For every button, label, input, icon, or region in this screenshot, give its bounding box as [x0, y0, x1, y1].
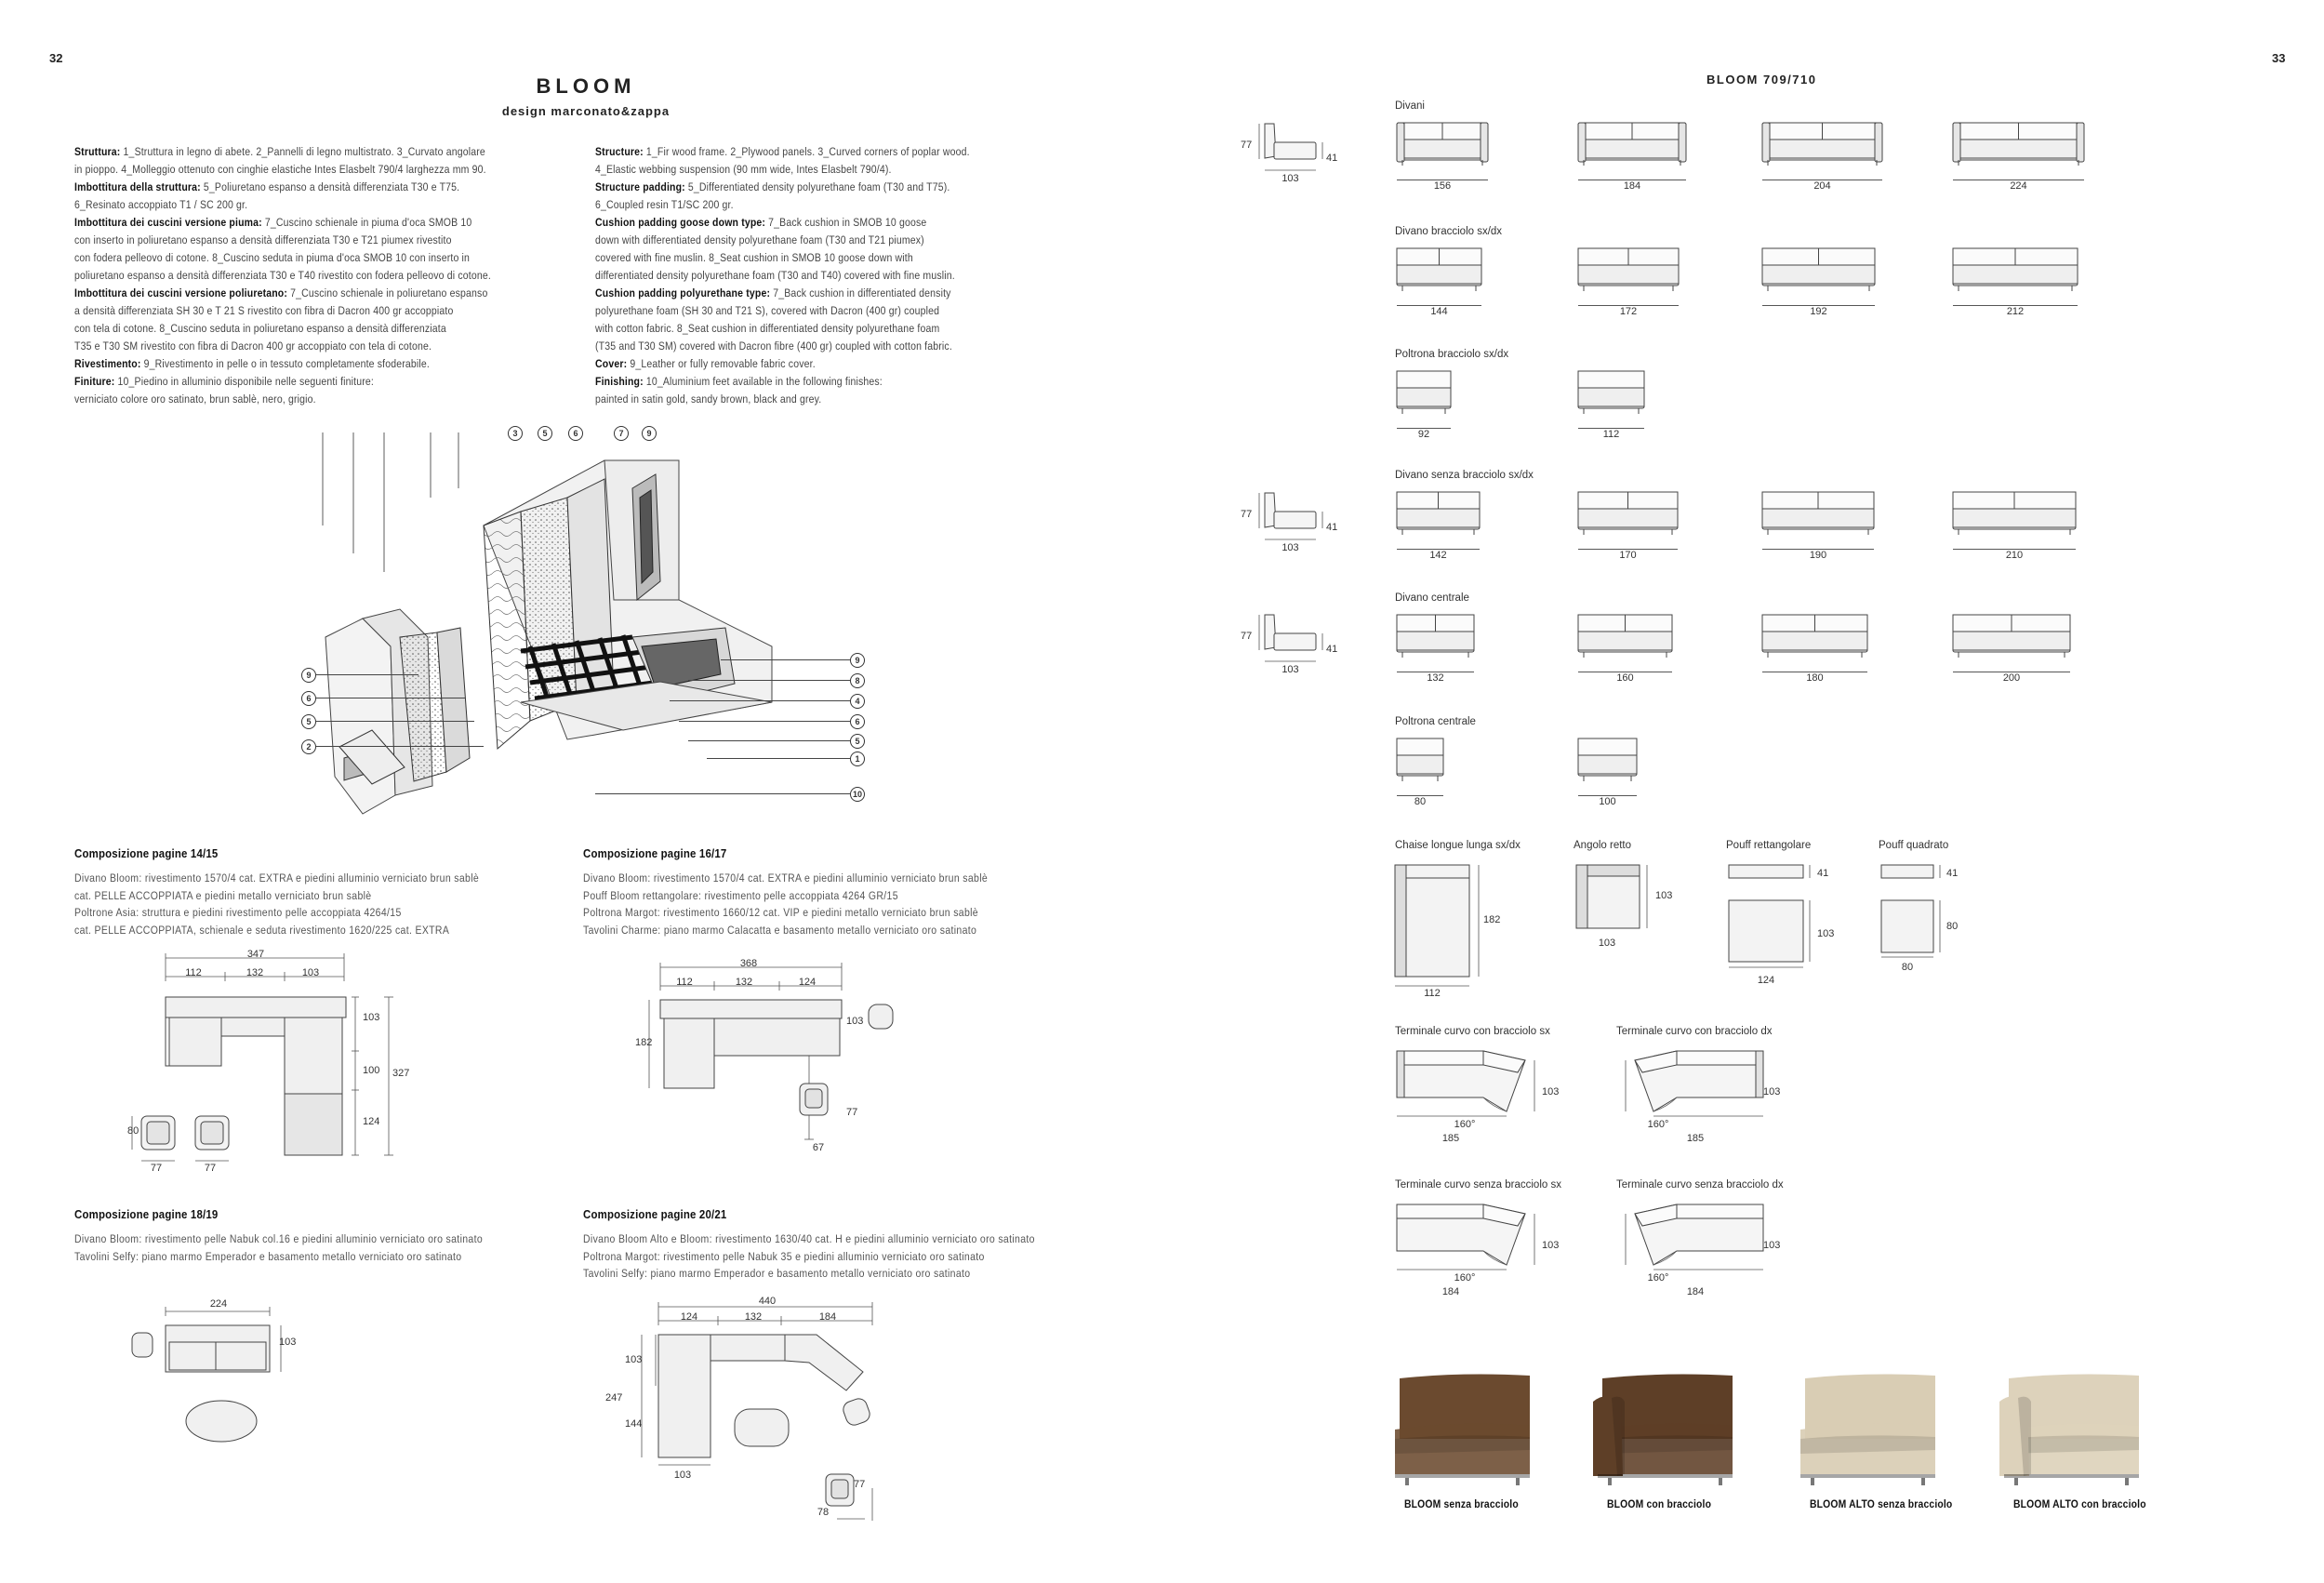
dim: 41: [1946, 868, 1959, 879]
sofa-element: [1576, 613, 1674, 684]
element-width: 156: [1433, 180, 1452, 192]
exploded-construction-drawing: [288, 423, 883, 823]
composition-title: Composizione pagine 14/15: [74, 846, 219, 860]
right-title: BLOOM 709/710: [1706, 73, 1817, 86]
dim: 112: [676, 977, 693, 988]
spec-text: in pioppo. 4_Molleggio ottenuto con cinghie elastiche Intes Elasbelt 790/4 larghezza mm 90.: [74, 163, 486, 176]
spec-line: [595, 302, 970, 320]
dim: 184: [818, 1311, 837, 1323]
dim: 77: [854, 1479, 866, 1490]
photo-caption: BLOOM con bracciolo: [1607, 1499, 1712, 1510]
spec-label: Imbottitura della struttura:: [74, 180, 201, 193]
callout-number: 6: [301, 691, 316, 706]
spec-line: [74, 179, 491, 196]
page-number-left: 32: [49, 51, 63, 65]
dim: 103: [1282, 542, 1299, 553]
spec-line: [74, 338, 491, 355]
sofa-element: [1395, 613, 1476, 684]
pouff-square-drawing: [1877, 860, 1951, 963]
dim: 224: [209, 1298, 228, 1310]
dim: 103: [673, 1470, 692, 1481]
spec-label: Finiture:: [74, 375, 115, 388]
dim: 132: [744, 1311, 763, 1323]
composition-line: Divano Bloom Alto e Bloom: rivestimento 1630/40 cat. H e piedini alluminio verniciato oro satinato: [583, 1232, 1035, 1245]
sofa-element: [1395, 490, 1481, 561]
spec-line: [74, 285, 491, 302]
spec-line: [595, 232, 970, 249]
sofa-photo: [1796, 1364, 1935, 1490]
curved-terminal-label: Terminale curvo con bracciolo sx: [1395, 1026, 1550, 1037]
composition-line: cat. PELLE ACCOPPIATA, schienale e seduta rivestimento 1620/225 cat. EXTRA: [74, 923, 450, 937]
dim: 112: [185, 967, 202, 978]
spec-text: 7_Back cushion in differentiated density: [770, 286, 951, 299]
dim: 144: [625, 1418, 643, 1430]
element-width: 224: [2010, 180, 2027, 192]
callout-number: 5: [538, 426, 552, 441]
element-width: 190: [1809, 550, 1827, 561]
callout-number: 5: [850, 734, 865, 749]
element-width: 170: [1619, 550, 1637, 561]
spec-english: [595, 143, 1030, 408]
dim: 103: [846, 1016, 864, 1027]
spec-label: Cushion padding goose down type:: [595, 216, 766, 229]
sofa-element: [1951, 613, 2072, 684]
dim: 103: [1282, 664, 1299, 675]
angle-value: 160°: [1647, 1119, 1669, 1130]
spec-text: 7_Cuscino schienale in poliuretano espanso: [287, 286, 488, 299]
leader-line: [688, 680, 850, 681]
dim: 103: [363, 1012, 380, 1023]
sofa-element: [1951, 246, 2079, 317]
photo-caption: BLOOM senza bracciolo: [1404, 1499, 1519, 1510]
chaise-drawing: [1390, 860, 1493, 991]
element-width: 204: [1813, 180, 1831, 192]
angle-value: 160°: [1454, 1272, 1476, 1284]
dim-total: 327: [392, 1068, 410, 1079]
dim: 41: [1326, 153, 1338, 164]
leader-line: [721, 659, 850, 660]
spec-line: [74, 232, 491, 249]
element-row-label: Poltrona bracciolo sx/dx: [1395, 349, 1509, 360]
composition-line: Poltrona Margot: rivestimento pelle Nabuk 35 e piedini alluminio verniciato oro satinato: [583, 1249, 985, 1263]
spec-text: down with differentiated density polyurethane foam (T30 and T21 piumex): [595, 233, 924, 246]
spec-line: [74, 355, 491, 373]
dim: 185: [1441, 1133, 1460, 1144]
leader-line: [707, 758, 850, 759]
leader-line: [595, 793, 850, 794]
dim: 103: [1763, 1086, 1781, 1097]
sofa-element: [1576, 737, 1639, 807]
spec-text: 6_Coupled resin T1/SC 200 gr.: [595, 198, 734, 211]
floorplan-18-19: [121, 1297, 316, 1456]
angle-value: 160°: [1454, 1119, 1476, 1130]
sofa-element: [1951, 490, 2078, 561]
sofa-element: [1576, 246, 1680, 317]
spec-text: con tela di cotone. 8_Cuscino seduta in poliuretano espanso a densità differenziata: [74, 322, 446, 335]
spec-text: painted in satin gold, sandy brown, black and grey.: [595, 392, 822, 406]
dim: 103: [301, 967, 320, 978]
dim: 103: [625, 1354, 643, 1365]
dim: 78: [817, 1507, 830, 1518]
page-number-right: 33: [2272, 51, 2286, 65]
element-width: 210: [2005, 550, 2024, 561]
callout-number: 6: [568, 426, 583, 441]
curved-terminal-label: Terminale curvo senza bracciolo dx: [1616, 1179, 1784, 1191]
side-profile: [1241, 119, 1358, 193]
dim: 77: [1241, 631, 1253, 642]
spec-line: [74, 391, 491, 408]
dim: 77: [150, 1163, 163, 1174]
composition-line: Divano Bloom: rivestimento 1570/4 cat. EXTRA e piedini alluminio verniciato brun sablè: [74, 871, 480, 885]
composition-line: Tavolini Charme: piano marmo Calacatta e basamento metallo verniciato oro satinato: [583, 923, 977, 937]
spec-label: Imbottitura dei cuscini versione poliuretano:: [74, 286, 288, 299]
spec-text: 1_Fir wood frame. 2_Plywood panels. 3_Curved corners of poplar wood.: [643, 145, 970, 158]
spec-line: [74, 161, 491, 179]
spec-text: 5_Poliuretano espanso a densità differenziata T30 e T75.: [200, 180, 460, 193]
element-row-label: Divani: [1395, 100, 1425, 112]
element-width: 212: [2006, 306, 2025, 317]
element-width: 80: [1414, 796, 1427, 807]
callout-number: 2: [301, 739, 316, 754]
dim: 103: [1542, 1086, 1560, 1097]
callout-number: 9: [850, 653, 865, 668]
side-profile: [1241, 610, 1358, 685]
angolo-label: Angolo retto: [1574, 840, 1632, 851]
composition-line: cat. PELLE ACCOPPIATA e piedini metallo verniciato brun sablè: [74, 888, 372, 902]
leader-line: [316, 674, 418, 675]
angolo-drawing: [1572, 860, 1655, 935]
dim: 67: [812, 1142, 825, 1153]
sofa-element: [1951, 121, 2086, 192]
composition-line: Pouff Bloom rettangolare: rivestimento pelle accoppiata 4264 GR/15: [583, 888, 898, 902]
spec-label: Cushion padding polyurethane type:: [595, 286, 771, 299]
spec-line: [595, 320, 970, 338]
dim: 41: [1326, 522, 1338, 533]
dim: 182: [1483, 914, 1501, 925]
element-width: 200: [2002, 672, 2021, 684]
spec-text: con inserto in poliuretano espanso a densità differenziata T30 e T21 piumex rivestito: [74, 233, 452, 246]
spec-label: Rivestimento:: [74, 357, 141, 370]
sofa-element: [1576, 121, 1688, 192]
dim: 77: [204, 1163, 217, 1174]
element-width: 160: [1616, 672, 1634, 684]
callout-number: 6: [850, 714, 865, 729]
dim: 103: [1542, 1240, 1560, 1251]
leader-line: [679, 721, 850, 722]
spec-text: a densità differenziata SH 30 e T 21 S rivestito con fibra di Dacron 400 gr accoppiato: [74, 304, 454, 317]
dim: 41: [1326, 644, 1338, 655]
composition-line: Tavolini Selfy: piano marmo Emperador e basamento metallo verniciato oro satinato: [583, 1267, 971, 1280]
photo-caption: BLOOM ALTO senza bracciolo: [1810, 1499, 1953, 1510]
spec-line: [74, 249, 491, 267]
spec-line: [595, 285, 970, 302]
dim: 103: [1655, 890, 1673, 901]
element-width: 100: [1599, 796, 1616, 807]
spec-line: [595, 249, 970, 267]
composition-line: Poltrone Asia: struttura e piedini rivestimento pelle accoppiata 4264/15: [74, 906, 402, 919]
spec-text: 6_Resinato accoppiato T1 / SC 200 gr.: [74, 198, 248, 211]
dim: 124: [680, 1311, 698, 1323]
leader-line: [316, 721, 474, 722]
spec-text: covered with fine muslin. 8_Seat cushion in SMOB 10 goose down with: [595, 251, 913, 264]
composition-line: Tavolini Selfy: piano marmo Emperador e basamento metallo verniciato oro satinato: [74, 1249, 462, 1263]
spec-text: poliuretano espanso a densità differenziata T30 e T40 rivestito con fodera pelleovo di cotone.: [74, 269, 491, 282]
element-row-label: Poltrona centrale: [1395, 716, 1476, 727]
composition-14-15: [74, 846, 545, 938]
spec-line: [595, 143, 970, 161]
sofa-element: [1760, 490, 1876, 561]
dim: 100: [363, 1065, 380, 1076]
photo-caption: BLOOM ALTO con bracciolo: [2013, 1499, 2146, 1510]
spec-line: [74, 267, 491, 285]
dim: 103: [1282, 173, 1299, 184]
sofa-element: [1395, 369, 1453, 440]
spec-line: [74, 302, 491, 320]
element-width: 192: [1810, 306, 1827, 317]
spec-label: Cover:: [595, 357, 628, 370]
spec-line: [74, 373, 491, 391]
dim: 103: [1817, 928, 1835, 939]
spec-text: 9_Rivestimento in pelle o in tessuto completamente sfoderabile.: [140, 357, 431, 370]
dim-total: 347: [246, 949, 265, 960]
pouff-square-label: Pouff quadrato: [1879, 840, 1949, 851]
sofa-element: [1760, 613, 1869, 684]
spec-line: [595, 267, 970, 285]
callout-number: 10: [850, 787, 865, 802]
composition-line: Divano Bloom: rivestimento 1570/4 cat. EXTRA e piedini alluminio verniciato brun sablè: [583, 871, 989, 885]
composition-title: Composizione pagine 18/19: [74, 1207, 219, 1221]
dim-total: 440: [758, 1296, 777, 1307]
curved-terminal-drawing: [1616, 1046, 1765, 1139]
element-width: 144: [1430, 306, 1448, 317]
angle-value: 160°: [1647, 1272, 1669, 1284]
dim: 77: [1241, 509, 1253, 520]
product-title: BLOOM: [536, 74, 636, 98]
spec-text: 9_Leather or fully removable fabric cover.: [627, 357, 816, 370]
element-width: 180: [1806, 672, 1824, 684]
dim: 103: [1763, 1240, 1781, 1251]
side-profile: [1241, 488, 1358, 563]
dim: 124: [1757, 975, 1775, 986]
spec-line: [74, 196, 491, 214]
dim: 103: [1598, 938, 1616, 949]
callout-number: 4: [850, 694, 865, 709]
spec-text: with cotton fabric. 8_Seat cushion in differentiated density polyurethane foam: [595, 322, 940, 335]
dim: 184: [1686, 1286, 1705, 1297]
dim: 77: [1241, 140, 1253, 151]
callout-number: 1: [850, 752, 865, 766]
callout-number: 3: [508, 426, 523, 441]
spec-text: 7_Cuscino schienale in piuma d'oca SMOB 10: [261, 216, 472, 229]
dim: 185: [1686, 1133, 1705, 1144]
sofa-photo: [1999, 1364, 2139, 1490]
spec-line: [595, 179, 970, 196]
element-row-label: Divano bracciolo sx/dx: [1395, 226, 1503, 237]
composition-line: Poltrona Margot: rivestimento 1660/12 cat. VIP e piedini metallo verniciato brun sablè: [583, 906, 978, 919]
pouff-rect-drawing: [1724, 860, 1817, 972]
spec-text: 7_Back cushion in SMOB 10 goose: [765, 216, 927, 229]
dim: 80: [1901, 962, 1914, 973]
spec-label: Struttura:: [74, 145, 121, 158]
dim-total: 368: [739, 958, 758, 969]
spec-text: con fodera pelleovo di cotone. 8_Cuscino seduta in piuma d'oca SMOB 10 con inserto in: [74, 251, 471, 264]
spec-italian: [74, 143, 559, 408]
sofa-element: [1576, 490, 1680, 561]
curved-terminal-label: Terminale curvo con bracciolo dx: [1616, 1026, 1773, 1037]
dim: 80: [1946, 921, 1959, 932]
dim: 80: [127, 1125, 139, 1137]
spec-text: 1_Struttura in legno di abete. 2_Pannelli di legno multistrato. 3_Curvato angolare: [120, 145, 485, 158]
element-width: 92: [1417, 429, 1430, 440]
spec-line: [74, 320, 491, 338]
leader-line: [670, 700, 850, 701]
element-width: 142: [1429, 550, 1447, 561]
curved-terminal-label: Terminale curvo senza bracciolo sx: [1395, 1179, 1561, 1191]
composition-line: Divano Bloom: rivestimento pelle Nabuk col.16 e piedini alluminio verniciato oro satinato: [74, 1232, 484, 1245]
sofa-photo: [1593, 1364, 1733, 1490]
curved-terminal-drawing: [1616, 1200, 1765, 1293]
dim: 112: [1424, 988, 1441, 999]
composition-16-17: [583, 846, 1054, 938]
spec-line: [595, 196, 970, 214]
dim: 77: [846, 1107, 858, 1118]
spec-text: (T35 and T30 SM) covered with Dacron fibre (400 gr) coupled with cotton fabric.: [595, 339, 952, 353]
leader-line: [688, 740, 850, 741]
spec-text: 5_Differentiated density polyurethane foam (T30 and T75).: [684, 180, 950, 193]
dim: 182: [635, 1037, 653, 1048]
spec-line: [74, 214, 491, 232]
spec-label: Structure:: [595, 145, 644, 158]
spec-label: Structure padding:: [595, 180, 685, 193]
sofa-element: [1576, 369, 1646, 440]
sofa-element: [1760, 246, 1877, 317]
sofa-element: [1760, 121, 1884, 192]
dim: 132: [735, 977, 753, 988]
element-width: 172: [1619, 306, 1638, 317]
callout-number: 8: [850, 673, 865, 688]
spec-label: Imbottitura dei cuscini versione piuma:: [74, 216, 262, 229]
pouff-rect-label: Pouff rettangolare: [1726, 840, 1812, 851]
dim: 124: [798, 977, 817, 988]
sofa-element: [1395, 121, 1490, 192]
spec-text: 10_Piedino in alluminio disponibile nelle seguenti finiture:: [114, 375, 375, 388]
dim: 41: [1817, 868, 1829, 879]
callout-number: 7: [614, 426, 629, 441]
element-row-label: Divano centrale: [1395, 592, 1469, 604]
dim: 124: [363, 1116, 380, 1127]
spec-text: 10_Aluminium feet available in the following finishes:: [643, 375, 883, 388]
chaise-label: Chaise longue lunga sx/dx: [1395, 840, 1521, 851]
leader-line: [316, 746, 484, 747]
dim: 132: [246, 967, 264, 978]
spec-text: T35 e T30 SM rivestito con fibra di Dacron 400 gr accoppiato con tela di cotone.: [74, 339, 432, 353]
spec-line: [595, 391, 970, 408]
spec-text: differentiated density polyurethane foam (T30 and T40) covered with fine muslin.: [595, 269, 955, 282]
spec-line: [595, 338, 970, 355]
spec-text: verniciato colore oro satinato, brun sablè, nero, grigio.: [74, 392, 316, 406]
sofa-element: [1395, 737, 1445, 807]
sofa-photo: [1390, 1364, 1530, 1490]
floorplan-14-15: [121, 949, 418, 1172]
spec-line: [74, 143, 491, 161]
element-width: 184: [1623, 180, 1641, 192]
product-designer: design marconato&zappa: [501, 104, 671, 118]
dim: 184: [1441, 1286, 1460, 1297]
element-row-label: Divano senza bracciolo sx/dx: [1395, 470, 1534, 481]
spec-text: polyurethane foam (SH 30 and T21 S), covered with Dacron (400 gr) coupled: [595, 304, 940, 317]
element-width: 112: [1602, 429, 1620, 440]
spec-line: [595, 373, 970, 391]
sofa-element: [1395, 246, 1483, 317]
floorplan-20-21: [614, 1297, 893, 1521]
element-width: 132: [1427, 672, 1444, 684]
spec-line: [595, 161, 970, 179]
composition-18-19: [74, 1207, 549, 1265]
callout-number: 9: [301, 668, 316, 683]
composition-title: Composizione pagine 16/17: [583, 846, 727, 860]
spec-label: Finishing:: [595, 375, 644, 388]
spec-text: 4_Elastic webbing suspension (90 mm wide, Intes Elasbelt 790/4).: [595, 163, 892, 176]
callout-number: 9: [642, 426, 657, 441]
callout-number: 5: [301, 714, 316, 729]
composition-20-21: [583, 1207, 1109, 1283]
dim: 103: [279, 1337, 297, 1348]
composition-title: Composizione pagine 20/21: [583, 1207, 727, 1221]
spec-line: [595, 214, 970, 232]
dim: 247: [605, 1392, 623, 1403]
spec-line: [595, 355, 970, 373]
